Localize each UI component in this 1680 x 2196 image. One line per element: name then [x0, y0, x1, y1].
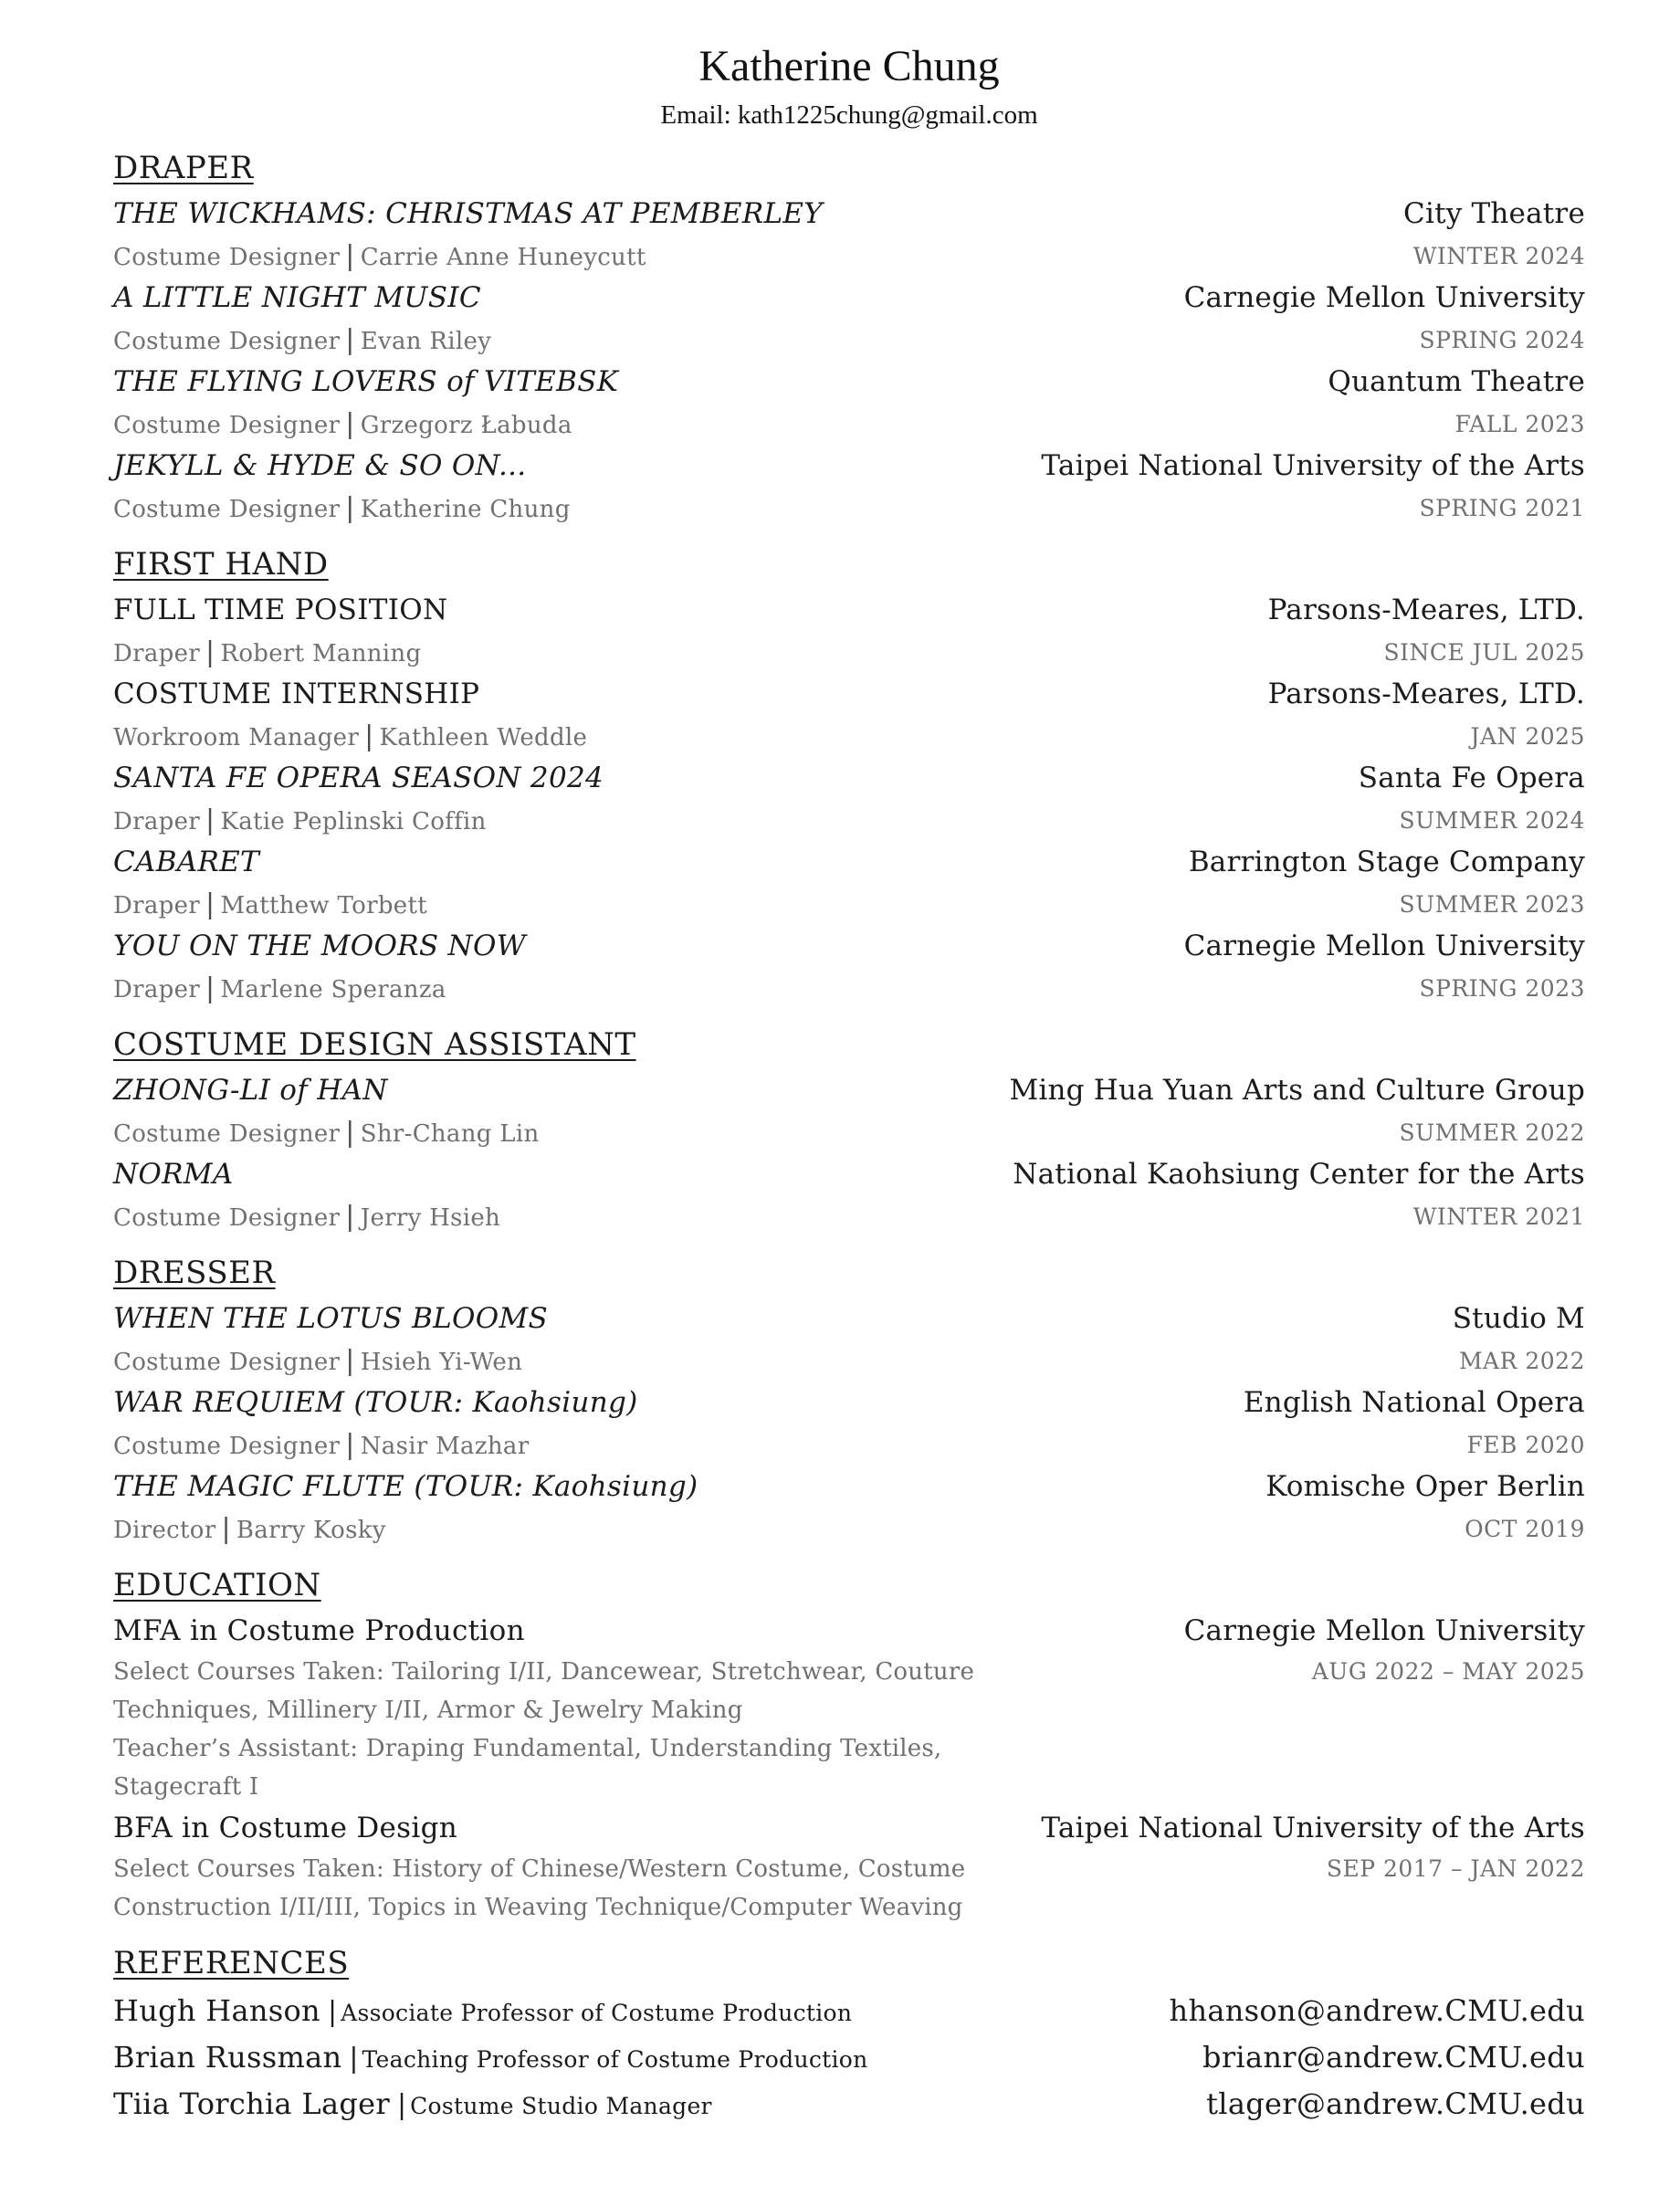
degree: MFA in Costume Production [113, 1614, 525, 1647]
reference-role: Associate Professor of Costume Production [341, 1999, 853, 2026]
entry-venue: English National Opera [1243, 1386, 1585, 1419]
reference-row: Hugh Hanson | Associate Professor of Costume Production hhanson@andrew.CMU.edu [113, 1992, 1585, 2028]
entry-venue: Komische Oper Berlin [1265, 1470, 1585, 1503]
entry-venue: Parsons-Meares, LTD. [1267, 594, 1585, 626]
section-dresser [113, 1255, 1585, 1549]
reference-email[interactable]: hhanson@andrew.CMU.edu [1169, 1992, 1585, 2028]
entry-role: Costume Designer [113, 495, 341, 523]
education-detail-line: Teacher’s Assistant: Draping Fundamental, Understanding Textiles, Stagecraft I [113, 1735, 942, 1801]
entry-person: Katie Peplinski Coffin [220, 807, 487, 835]
entry-date: FEB 2020 [1466, 1431, 1585, 1458]
entry-venue: Parsons-Meares, LTD. [1267, 678, 1585, 710]
entry: ZHONG-LI of HAN Ming Hua Yuan Arts and Culture Group Costume Designer | Shr-Chang Lin SUMMER 2022 [113, 1074, 1585, 1149]
entry-role: Costume Designer [113, 1348, 341, 1376]
education-detail-line: Select Courses Taken: Tailoring I/II, Dancewear, Stretchwear, Couture [113, 1658, 975, 1686]
entry-role: Costume Designer [113, 1119, 341, 1148]
entry-person: Matthew Torbett [220, 891, 427, 919]
entry: WAR REQUIEM (TOUR: Kaohsiung) English National Opera Costume Designer | Nasir Mazhar FEB 2020 [113, 1386, 1585, 1461]
entry-title: NORMA [113, 1158, 234, 1191]
education-entry [113, 1609, 1585, 1806]
entry: THE WICKHAMS: CHRISTMAS AT PEMBERLEY City Theatre Costume Designer | Carrie Anne Huneycutt WINTER 2024 [113, 197, 1585, 272]
entry-venue: Ming Hua Yuan Arts and Culture Group [1009, 1074, 1585, 1107]
entry-person: Robert Manning [220, 639, 422, 667]
entry-title: COSTUME INTERNSHIP [113, 678, 480, 710]
entry-date: WINTER 2024 [1412, 242, 1585, 269]
entry-date: FALL 2023 [1454, 410, 1585, 437]
entry: COSTUME INTERNSHIP Parsons-Meares, LTD. Workroom Manager | Kathleen Weddle JAN 2025 [113, 678, 1585, 752]
entry: FULL TIME POSITION Parsons-Meares, LTD. Draper | Robert Manning SINCE JUL 2025 [113, 594, 1585, 668]
section-title: FIRST HAND [113, 546, 329, 583]
entry-date: SUMMER 2023 [1399, 890, 1585, 918]
entry-title: CABARET [113, 846, 260, 878]
entry-title: SANTA FE OPERA SEASON 2024 [113, 762, 604, 794]
entry-date: OCT 2019 [1465, 1515, 1585, 1542]
entry-person: Jerry Hsieh [360, 1203, 501, 1232]
entry: NORMA National Kaohsiung Center for the Arts Costume Designer | Jerry Hsieh WINTER 2021 [113, 1158, 1585, 1233]
entry-person: Marlene Speranza [220, 975, 446, 1003]
candidate-email: Email: kath1225chung@gmail.com [660, 100, 1038, 130]
entry-venue: Santa Fe Opera [1358, 762, 1585, 794]
reference-row: Tiia Torchia Lager | Costume Studio Manager tlager@andrew.CMU.edu [113, 2086, 1585, 2121]
entry-person: Kathleen Weddle [379, 723, 588, 751]
entry-date: JAN 2025 [1470, 722, 1585, 750]
entry-role: Costume Designer [113, 1432, 341, 1460]
entry-title: FULL TIME POSITION [113, 594, 448, 626]
entry-role: Draper [113, 975, 201, 1003]
section-title: DRAPER [113, 150, 254, 186]
entry-person: Barry Kosky [236, 1516, 386, 1544]
entry-title: THE WICKHAMS: CHRISTMAS AT PEMBERLEY [113, 197, 824, 230]
entry-date: WINTER 2021 [1412, 1203, 1585, 1230]
reference-email[interactable]: tlager@andrew.CMU.edu [1206, 2086, 1585, 2121]
entry-title: THE FLYING LOVERS of VITEBSK [113, 365, 619, 398]
entry-venue: Carnegie Mellon University [1183, 930, 1585, 962]
section-draper [113, 150, 1585, 528]
entry-title: ZHONG-LI of HAN [113, 1074, 388, 1107]
section-title: DRESSER [113, 1255, 276, 1291]
entry-role: Draper [113, 891, 201, 919]
entry-role: Draper [113, 639, 201, 667]
degree: BFA in Costume Design [113, 1812, 458, 1844]
reference-role: Teaching Professor of Costume Production [362, 2045, 868, 2073]
entry-role: Costume Designer [113, 327, 341, 355]
entry-title: YOU ON THE MOORS NOW [113, 930, 526, 962]
entry-role: Workroom Manager [113, 723, 360, 751]
entry-person: Katherine Chung [360, 495, 571, 523]
entry-person: Nasir Mazhar [360, 1432, 530, 1460]
entry-title: WHEN THE LOTUS BLOOMS [113, 1302, 549, 1335]
education-date: AUG 2022 – MAY 2025 [1311, 1658, 1585, 1685]
candidate-name: Katherine Chung [698, 42, 1000, 90]
entry-person: Evan Riley [360, 327, 492, 355]
entry-date: SPRING 2021 [1419, 494, 1585, 521]
entry: THE MAGIC FLUTE (TOUR: Kaohsiung) Komische Oper Berlin Director | Barry Kosky OCT 2019 [113, 1470, 1585, 1545]
entry-role: Director [113, 1516, 216, 1544]
reference-row: Brian Russman | Teaching Professor of Costume Production brianr@andrew.CMU.edu [113, 2039, 1585, 2075]
resume-header [113, 35, 1585, 131]
school: Taipei National University of the Arts [1041, 1812, 1585, 1844]
section-title: REFERENCES [113, 1945, 350, 1981]
entry: THE FLYING LOVERS of VITEBSK Quantum Theatre Costume Designer | Grzegorz Łabuda FALL 2023 [113, 365, 1585, 440]
reference-name: Brian Russman [113, 2039, 342, 2075]
entry-date: MAR 2022 [1458, 1347, 1585, 1374]
education-entry [113, 1806, 1585, 1927]
entry-date: SPRING 2024 [1419, 326, 1585, 353]
entry-venue: National Kaohsiung Center for the Arts [1013, 1158, 1585, 1191]
entry: JEKYLL & HYDE & SO ON... Taipei National University of the Arts Costume Designer | Katherine Chung SPRING 2021 [113, 449, 1585, 524]
entry-venue: Barrington Stage Company [1188, 846, 1585, 878]
education-date: SEP 2017 – JAN 2022 [1326, 1855, 1585, 1882]
entry-date: SUMMER 2022 [1399, 1119, 1585, 1146]
entry-venue: Carnegie Mellon University [1183, 281, 1585, 314]
entry-venue: Studio M [1452, 1302, 1585, 1335]
entry-person: Shr-Chang Lin [360, 1119, 540, 1148]
education-detail-line: Construction I/II/III, Topics in Weaving Technique/Computer Weaving [113, 1894, 963, 1921]
entry-person: Carrie Anne Huneycutt [360, 243, 646, 271]
section-references [113, 1945, 1585, 2127]
reference-role: Costume Studio Manager [410, 2092, 712, 2119]
entry-venue: City Theatre [1403, 197, 1585, 230]
entry-person: Hsieh Yi-Wen [360, 1348, 523, 1376]
entry-venue: Quantum Theatre [1328, 365, 1585, 398]
entry-venue: Taipei National University of the Arts [1041, 449, 1585, 482]
section-title: EDUCATION [113, 1567, 321, 1603]
entry-title: WAR REQUIEM (TOUR: Kaohsiung) [113, 1386, 638, 1419]
entry-person: Grzegorz Łabuda [360, 411, 572, 439]
entry-role: Costume Designer [113, 243, 341, 271]
education-detail-line: Select Courses Taken: History of Chinese/Western Costume, Costume [113, 1855, 966, 1883]
entry-title: A LITTLE NIGHT MUSIC [113, 281, 481, 314]
section-title: COSTUME DESIGN ASSISTANT [113, 1026, 636, 1063]
entry-role: Draper [113, 807, 201, 835]
entry-title: THE MAGIC FLUTE (TOUR: Kaohsiung) [113, 1470, 698, 1503]
entry-title: JEKYLL & HYDE & SO ON... [113, 449, 527, 482]
section-education [113, 1567, 1585, 1927]
reference-name: Hugh Hanson [113, 1992, 320, 2028]
school: Carnegie Mellon University [1183, 1614, 1585, 1647]
entry: SANTA FE OPERA SEASON 2024 Santa Fe Opera Draper | Katie Peplinski Coffin SUMMER 2024 [113, 762, 1585, 836]
entry-role: Costume Designer [113, 411, 341, 439]
entry-date: SPRING 2023 [1419, 974, 1585, 1002]
section-costume-design-assistant [113, 1026, 1585, 1236]
entry: YOU ON THE MOORS NOW Carnegie Mellon University Draper | Marlene Speranza SPRING 2023 [113, 930, 1585, 1004]
section-first-hand [113, 546, 1585, 1008]
entry: WHEN THE LOTUS BLOOMS Studio M Costume Designer | Hsieh Yi-Wen MAR 2022 [113, 1302, 1585, 1377]
entry-date: SUMMER 2024 [1399, 806, 1585, 834]
entry: CABARET Barrington Stage Company Draper | Matthew Torbett SUMMER 2023 [113, 846, 1585, 920]
entry-role: Costume Designer [113, 1203, 341, 1232]
entry: A LITTLE NIGHT MUSIC Carnegie Mellon University Costume Designer | Evan Riley SPRING 2024 [113, 281, 1585, 356]
education-detail-line: Techniques, Millinery I/II, Armor & Jewelry Making [113, 1697, 743, 1724]
reference-name: Tiia Torchia Lager [113, 2086, 390, 2121]
entry-date: SINCE JUL 2025 [1383, 638, 1585, 666]
reference-email[interactable]: brianr@andrew.CMU.edu [1202, 2039, 1585, 2075]
